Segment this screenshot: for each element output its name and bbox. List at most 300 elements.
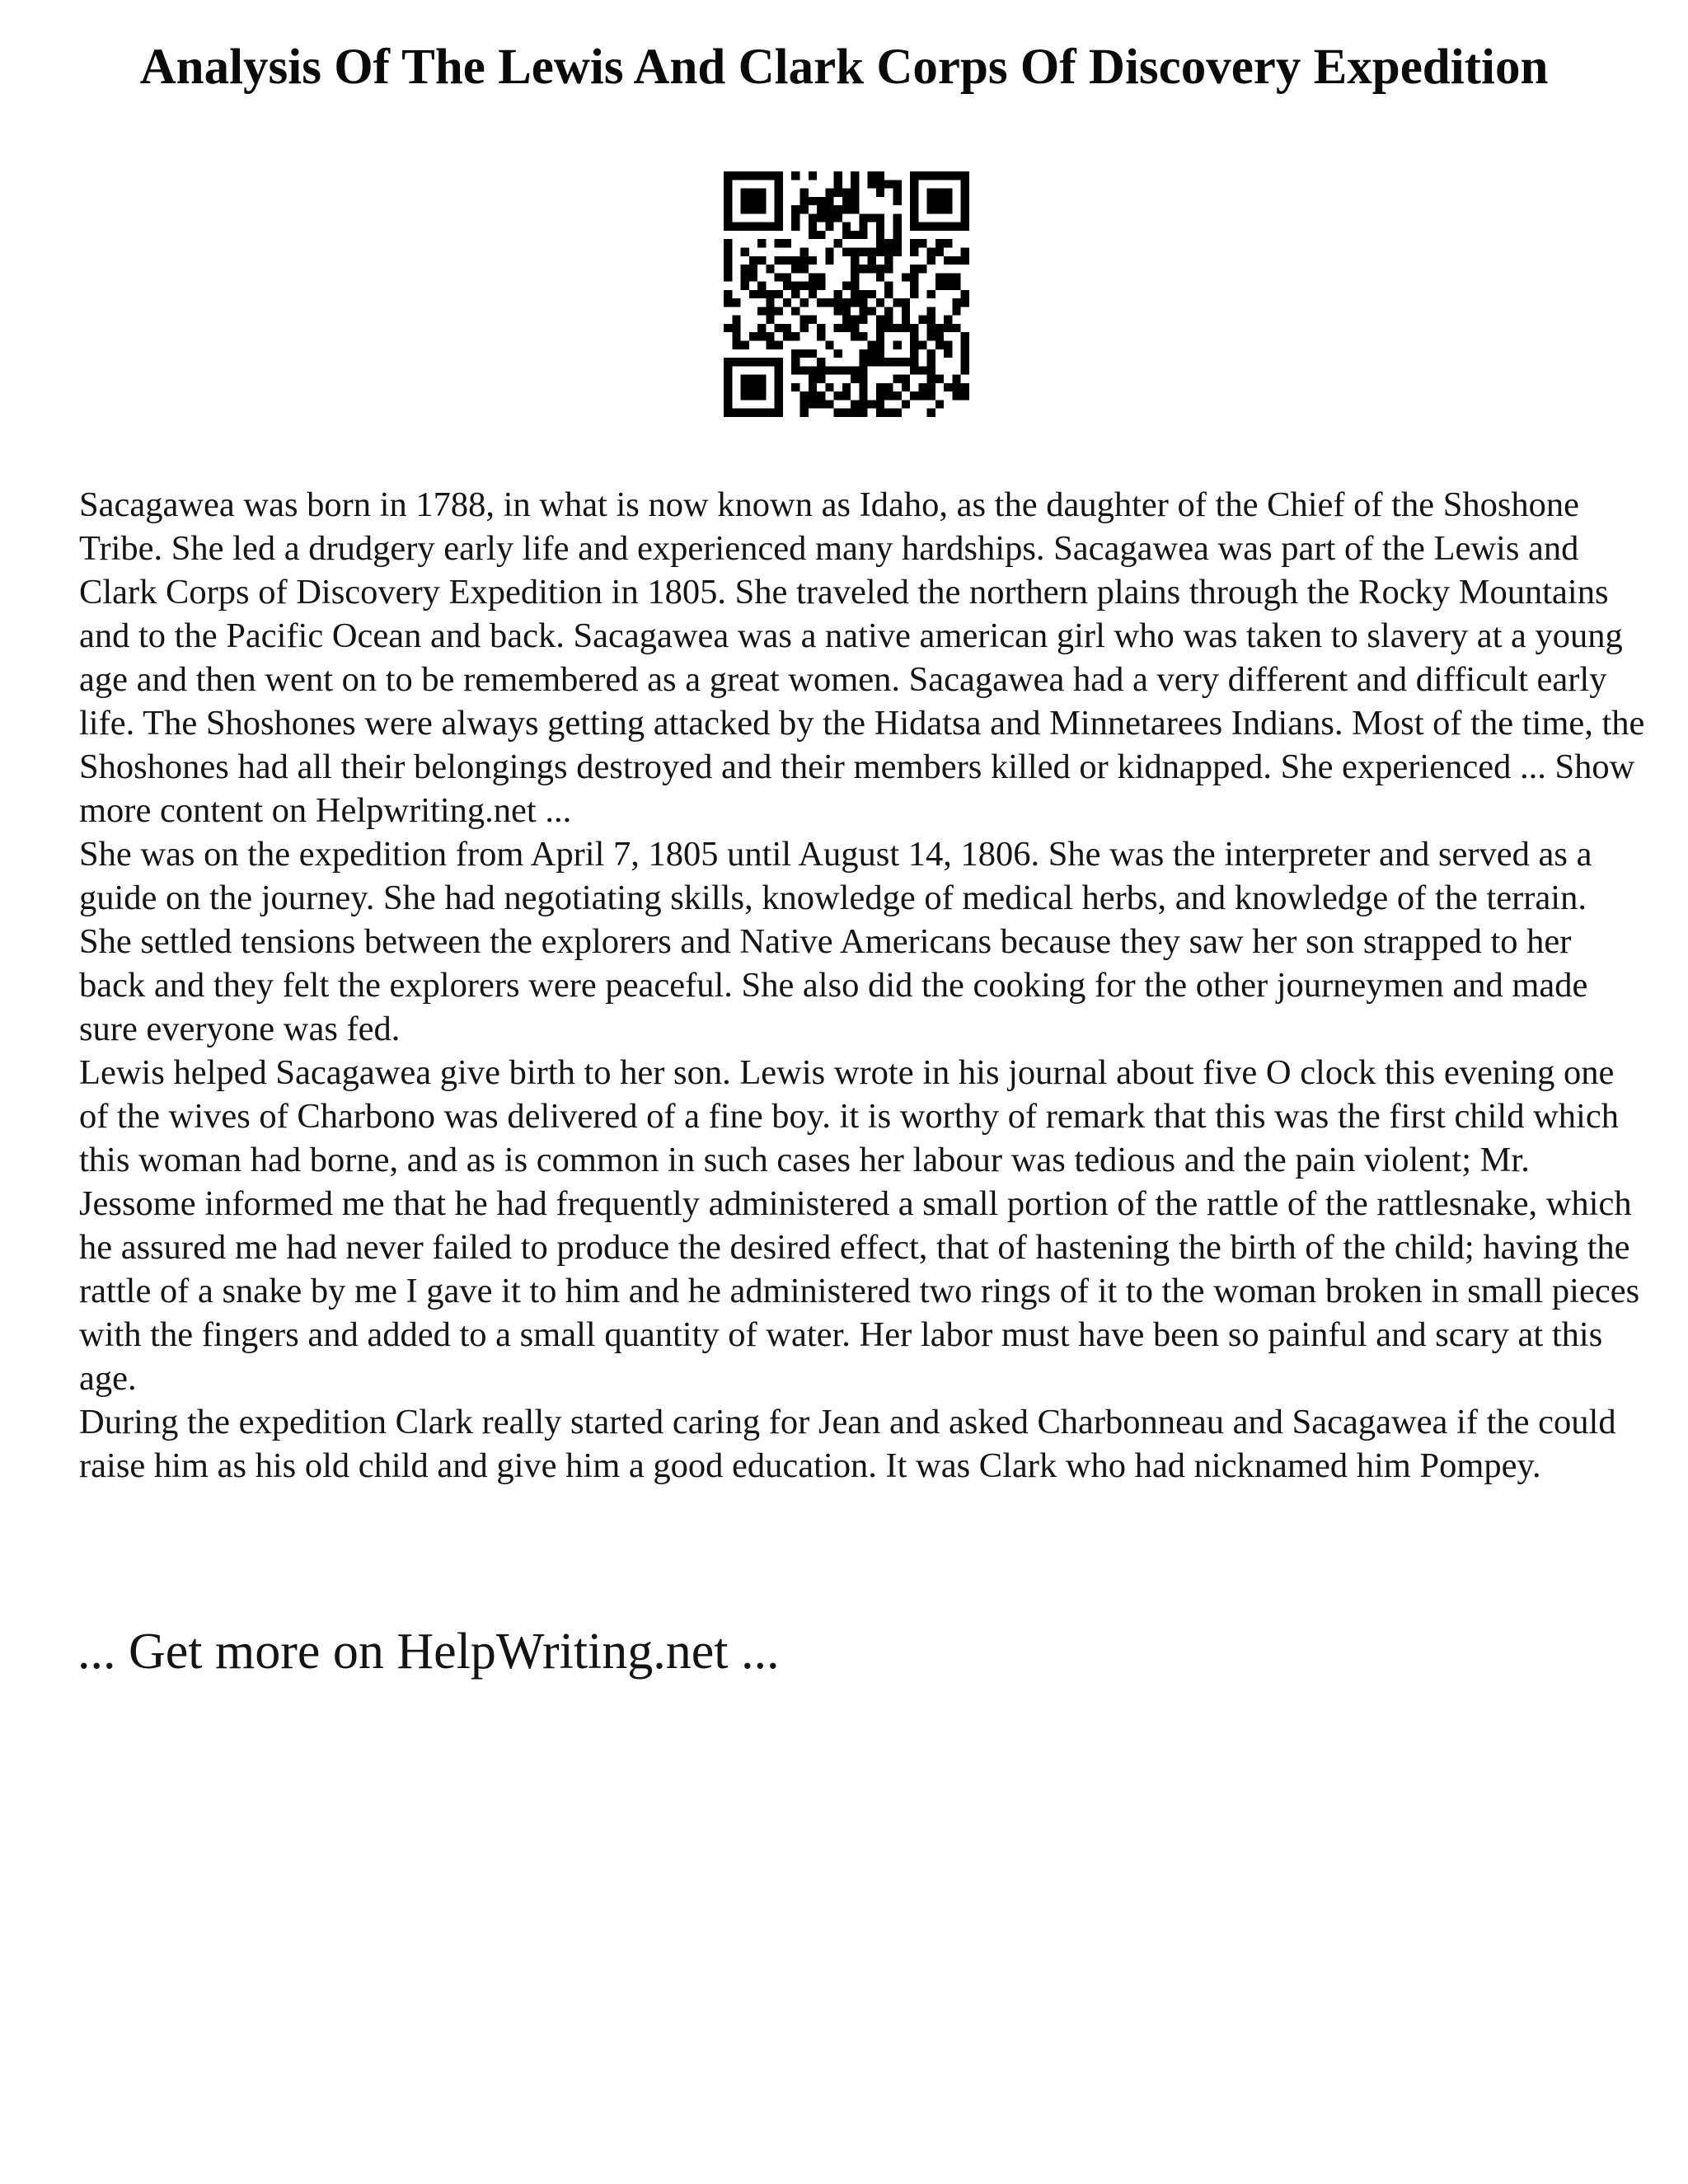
qr-module [918,391,926,400]
qr-module [766,307,774,315]
qr-module [961,290,969,298]
qr-module [884,316,893,324]
qr-module [910,197,918,205]
qr-module [884,307,893,315]
qr-module [775,256,783,265]
qr-module [791,171,799,180]
qr-module [961,180,969,188]
qr-module [825,223,833,231]
qr-module [876,316,884,324]
qr-module [775,307,783,315]
qr-code-icon [724,171,969,417]
qr-module [851,231,859,239]
qr-module [749,197,757,205]
qr-module [724,324,732,332]
qr-module [825,213,833,222]
qr-module [783,324,791,332]
qr-module [842,197,851,205]
qr-module [944,223,952,231]
qr-module [749,383,757,391]
qr-module [851,282,859,290]
qr-module [859,332,867,340]
qr-module [775,213,783,222]
qr-module [961,197,969,205]
qr-module [910,205,918,213]
qr-module [859,366,867,374]
qr-module [724,358,732,366]
qr-module [876,391,884,400]
qr-module [825,383,833,391]
qr-module [910,213,918,222]
qr-module [893,180,902,188]
qr-module [876,213,884,222]
qr-module [910,324,918,332]
qr-module [868,247,876,255]
qr-module [799,256,808,265]
qr-module [927,171,935,180]
qr-module [927,375,935,383]
qr-module [741,205,749,213]
qr-module [935,205,944,213]
qr-module [724,383,732,391]
qr-module [876,324,884,332]
qr-module [927,332,935,340]
qr-module [876,332,884,340]
qr-module [809,223,817,231]
qr-module [944,316,952,324]
qr-module [775,400,783,408]
qr-module [876,400,884,408]
qr-module [842,409,851,417]
qr-module [741,265,749,273]
qr-module [927,349,935,358]
qr-module [868,265,876,273]
qr-module [944,341,952,349]
qr-module [732,171,740,180]
qr-module [817,282,825,290]
qr-module [825,366,833,374]
qr-module [859,358,867,366]
qr-module [902,298,910,307]
qr-module [884,290,893,298]
qr-module [876,247,884,255]
qr-module [893,358,902,366]
qr-module [834,205,842,213]
qr-module [859,383,867,391]
qr-module [749,358,757,366]
qr-module [809,316,817,324]
qr-module [927,358,935,366]
qr-module [902,383,910,391]
qr-module [757,391,766,400]
qr-module [799,324,808,332]
qr-module [825,400,833,408]
qr-module [791,349,799,358]
qr-module [834,298,842,307]
qr-module [927,307,935,315]
qr-module [910,171,918,180]
qr-module [876,383,884,391]
qr-module [935,171,944,180]
qr-module [884,409,893,417]
qr-module [884,324,893,332]
qr-module [910,358,918,366]
qr-module [799,391,808,400]
qr-module [775,223,783,231]
qr-module [724,223,732,231]
qr-module [757,223,766,231]
qr-module [859,375,867,383]
qr-module [910,282,918,290]
qr-module [732,298,740,307]
qr-module [757,409,766,417]
qr-module [884,180,893,188]
qr-module [791,290,799,298]
qr-module [944,197,952,205]
qr-module [775,197,783,205]
qr-module [724,256,732,265]
qr-module [884,383,893,391]
qr-module [851,324,859,332]
qr-module [809,273,817,281]
qr-module [851,366,859,374]
qr-module [893,341,902,349]
qr-module [732,316,740,324]
qr-module [902,400,910,408]
qr-module [935,247,944,255]
qr-module [851,273,859,281]
qr-module [952,256,960,265]
qr-module [859,391,867,400]
qr-module [749,375,757,383]
qr-module [766,316,774,324]
qr-module [952,307,960,315]
qr-module [961,171,969,180]
qr-module [775,383,783,391]
qr-module [817,332,825,340]
qr-module [859,290,867,298]
qr-module [876,231,884,239]
qr-module [961,383,969,391]
qr-module [834,307,842,315]
qr-module [868,307,876,315]
qr-module [851,171,859,180]
qr-module [927,247,935,255]
qr-module [893,189,902,197]
qr-module [893,197,902,205]
qr-module [724,290,732,298]
qr-module [834,189,842,197]
qr-module [944,383,952,391]
qr-module [757,332,766,340]
qr-module [749,265,757,273]
qr-module [766,298,774,307]
qr-module [749,171,757,180]
qr-module [817,273,825,281]
qr-module [859,349,867,358]
qr-module [757,239,766,247]
qr-module [961,358,969,366]
qr-module [868,400,876,408]
qr-module [741,383,749,391]
qr-module [910,223,918,231]
qr-module [918,239,926,247]
qr-module [817,197,825,205]
qr-module [757,197,766,205]
qr-module [817,205,825,213]
qr-module [783,282,791,290]
qr-module [961,247,969,255]
qr-module [851,332,859,340]
qr-module [952,273,960,281]
qr-module [910,180,918,188]
qr-module [741,197,749,205]
qr-module [732,358,740,366]
qr-module [783,256,791,265]
qr-module [817,324,825,332]
qr-module [935,189,944,197]
qr-module [817,391,825,400]
qr-module [868,349,876,358]
qr-module [724,247,732,255]
qr-module [918,316,926,324]
qr-module [859,409,867,417]
qr-module [757,189,766,197]
qr-module [775,375,783,383]
qr-module [749,256,757,265]
qr-module [893,213,902,222]
qr-module [834,349,842,358]
qr-module [775,189,783,197]
qr-module [775,290,783,298]
qr-module [749,223,757,231]
paragraph-3: Lewis helped Sacagawea give birth to her son. Lewis wrote in his journal about five O clock this evening one of the wives of Charbono was delivered of a fine boy. it is worthy of remark that this was the first child which this woman had borne, and as is common in such cases her labour was tedious and the pain violent; Mr. Jessome informed me that he had frequently administered a small portion of the rattle of the rattlesnake, which he assured me had never failed to produce the desired effect, that of hastening the birth of the child; having the rattle of a snake by me I gave it to him and he administered two rings of it to the woman broken in small pieces with the fingers and added to a small quantity of water. Her labor must have been so painful and scary at this age. [79,1053,1640,1398]
qr-module [775,205,783,213]
qr-module [935,324,944,332]
qr-module [851,400,859,408]
qr-module [893,247,902,255]
qr-module [893,409,902,417]
qr-module [799,265,808,273]
qr-module [952,223,960,231]
qr-module [749,290,757,298]
document-body [79,483,1645,1488]
qr-module [809,400,817,408]
qr-module [791,223,799,231]
qr-module [817,366,825,374]
qr-module [741,223,749,231]
qr-module [775,366,783,374]
qr-module [851,290,859,298]
qr-module [918,366,926,374]
qr-module [944,239,952,247]
qr-module [842,316,851,324]
qr-module [799,189,808,197]
qr-module [851,180,859,188]
qr-module [961,366,969,374]
qr-module [944,189,952,197]
qr-module [724,213,732,222]
qr-module [918,171,926,180]
qr-module [910,247,918,255]
qr-module [732,332,740,340]
qr-module [944,205,952,213]
qr-module [927,409,935,417]
qr-module [893,239,902,247]
qr-module [910,273,918,281]
qr-module [749,273,757,281]
qr-module [775,273,783,281]
qr-module [783,273,791,281]
qr-module [741,273,749,281]
qr-module [884,358,893,366]
qr-module [775,324,783,332]
qr-module [876,273,884,281]
qr-module [791,307,799,315]
qr-module [724,400,732,408]
qr-module [749,409,757,417]
qr-module [876,239,884,247]
qr-module [825,247,833,255]
qr-module [859,247,867,255]
qr-module [961,298,969,307]
qr-module [876,358,884,366]
qr-module [749,189,757,197]
qr-module [809,391,817,400]
qr-module [834,290,842,298]
qr-module [859,265,867,273]
qr-module [842,324,851,332]
qr-module [766,223,774,231]
qr-module [851,298,859,307]
qr-module [834,324,842,332]
qr-module [868,171,876,180]
qr-module [961,256,969,265]
qr-module [927,290,935,298]
qr-module [851,265,859,273]
qr-module [935,223,944,231]
qr-module [927,316,935,324]
qr-module [842,366,851,374]
qr-module [859,307,867,315]
qr-code-graphic [724,171,969,417]
qr-module [809,197,817,205]
qr-module [935,341,944,349]
qr-module [884,247,893,255]
qr-module [961,349,969,358]
qr-module [732,409,740,417]
qr-module [859,223,867,231]
qr-module [799,316,808,324]
qr-module [724,189,732,197]
qr-module [783,239,791,247]
qr-module [834,239,842,247]
qr-module [783,298,791,307]
qr-module [842,307,851,315]
qr-module [809,349,817,358]
qr-module [935,239,944,247]
qr-module [724,265,732,273]
qr-module [952,324,960,332]
qr-module [876,223,884,231]
qr-module [918,223,926,231]
qr-module [876,180,884,188]
qr-module [868,256,876,265]
qr-module [952,282,960,290]
qr-module [724,366,732,374]
qr-module [757,205,766,213]
qr-module [935,400,944,408]
qr-module [902,273,910,281]
qr-module [927,366,935,374]
qr-module [791,265,799,273]
qr-module [876,341,884,349]
qr-module [791,213,799,222]
get-more-link[interactable]: ... Get more on HelpWriting.net ... [77,1624,780,1680]
qr-module [851,205,859,213]
qr-module [927,391,935,400]
qr-module [825,298,833,307]
qr-module [910,290,918,298]
qr-module [724,239,732,247]
qr-module [876,298,884,307]
qr-module [775,239,783,247]
qr-module [859,400,867,408]
qr-module [724,391,732,400]
qr-module [884,256,893,265]
qr-module [944,256,952,265]
qr-module [724,298,732,307]
qr-module [817,298,825,307]
qr-module [809,290,817,298]
qr-module [868,290,876,298]
qr-module [775,409,783,417]
qr-module [902,316,910,324]
qr-module [834,213,842,222]
qr-module [775,341,783,349]
qr-module [859,231,867,239]
qr-module [927,324,935,332]
qr-module [766,290,774,298]
paragraph-2: She was on the expedition from April 7, 1805 until August 14, 1806. She was the interpreter and served as a guide on the journey. She had negotiating skills, knowledge of medical herbs, and knowledge of the terrain. She settled tensions between the explorers and Native Americans because they saw her son strapped to her back and they felt the explorers were peaceful. She also did the cooking for the other journeymen and made sure everyone was fed. [79,835,1592,1048]
qr-module [902,358,910,366]
qr-module [927,197,935,205]
qr-module [791,205,799,213]
qr-module [842,282,851,290]
qr-module [868,180,876,188]
qr-module [775,171,783,180]
qr-module [842,205,851,213]
qr-module [799,298,808,307]
qr-module [757,256,766,265]
qr-module [893,324,902,332]
paragraph-4: During the expedition Clark really started caring for Jean and asked Charbonneau and Sacagawea if the could raise him as his old child and give him a good education. It was Clark who had nicknamed him Pompey. [79,1403,1616,1485]
qr-module [757,171,766,180]
qr-module [799,349,808,358]
qr-module [775,180,783,188]
qr-module [799,366,808,374]
qr-module [952,298,960,307]
qr-module [910,239,918,247]
qr-module [876,171,884,180]
qr-module [961,189,969,197]
qr-module [944,171,952,180]
qr-module [910,366,918,374]
qr-module [724,180,732,188]
qr-module [741,189,749,197]
qr-module [842,383,851,391]
qr-module [732,341,740,349]
